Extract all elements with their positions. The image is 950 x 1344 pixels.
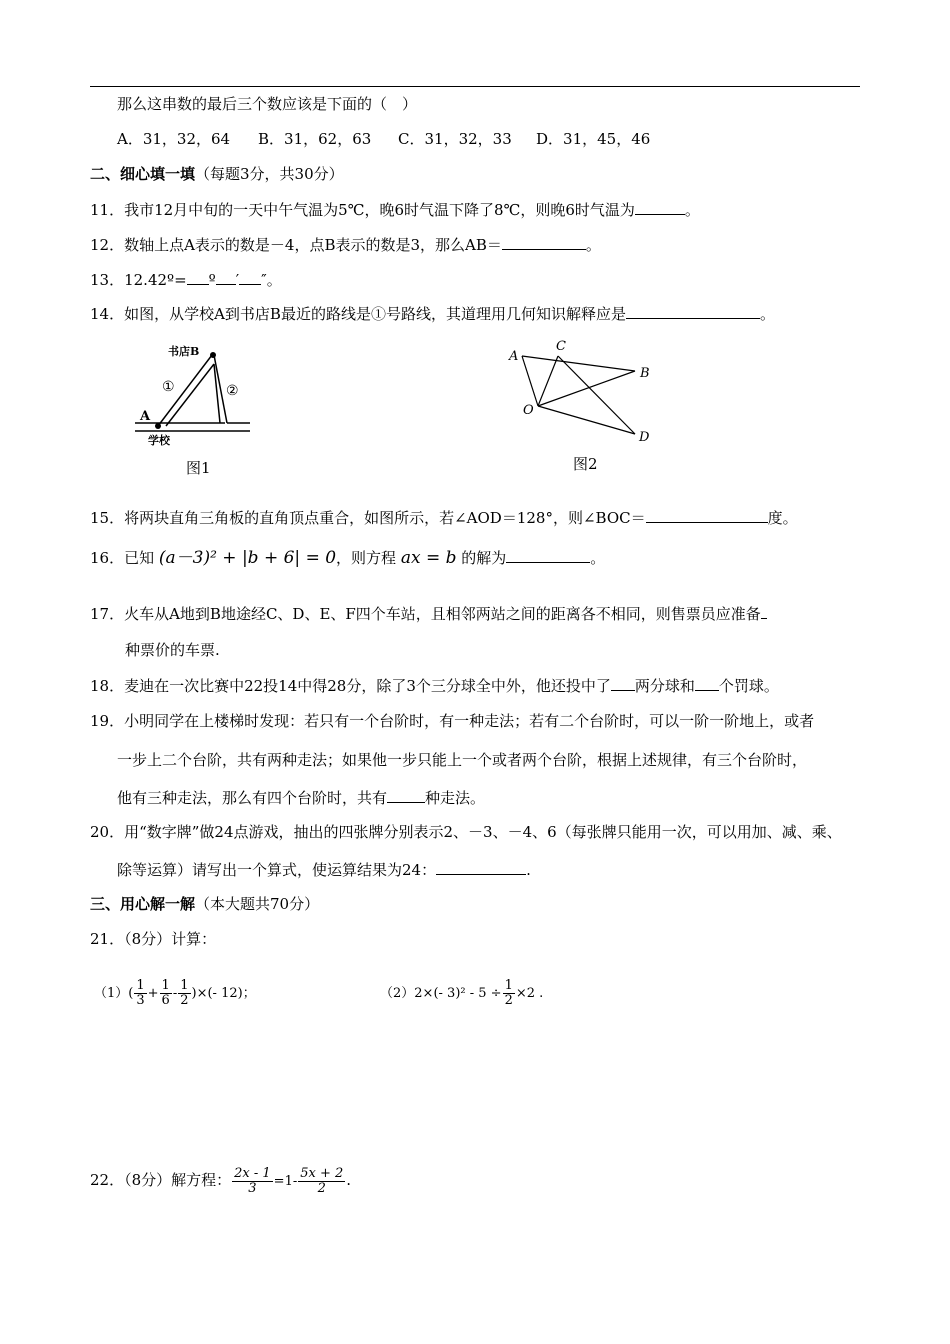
q14 [90,304,775,324]
q16 [90,548,605,568]
fig2-b-label: B [640,366,650,381]
q20-line2 [117,860,531,880]
q22-frac1: $\frac{2x - 1}{3}$ [234,1165,271,1196]
q22 [90,1158,351,1204]
fig1-point-b [210,352,216,358]
q22-frac2: $\frac{5x + 2}{2}$ [300,1165,344,1196]
section2-heading [90,164,344,184]
fig1-store-label: 书店B [168,345,200,358]
q13-min: ′ [235,271,240,289]
q12-blank[interactable] [502,235,586,250]
q20-blank[interactable] [436,860,526,875]
q14-blank[interactable] [626,304,760,319]
q15-end: 度。 [767,509,798,527]
q11-end: 。 [684,201,700,219]
q18-text: 18．麦迪在一次比赛中22投14中得28分，除了3个三分球全中外，他还投中了 [90,677,611,695]
q21-p1-rest: )×(- 12)； [191,986,256,1001]
q19-text: 他有三种走法，那么有四个台阶时，共有 [117,789,388,807]
q18-blank1[interactable] [611,676,635,691]
q16-end: 。 [590,549,606,567]
fig2-caption: 图2 [573,455,598,473]
fig2-d-label: D [639,430,650,445]
q20-line1: 20．用“数字牌”做24点游戏，抽出的四张牌分别表示2、－3、－4、6（每张牌只能用一次，可以用加、减、乘、 [90,823,842,841]
q21-p1-frac2: $\frac{1}{6}$ [161,978,170,1008]
q21-p1-op2: - [172,986,178,1001]
q19-line3 [117,788,485,808]
fig2-c-label: C [556,339,566,354]
fig1-route1-inner [166,364,214,426]
q18-mid: 两分球和 [634,677,695,695]
q21-p2-pre: 2×(- 3)² - 5 ÷ [414,986,502,1001]
figure-2 [500,336,670,448]
q13-deg-blank[interactable] [187,270,209,285]
q19-line2: 一步上二个台阶，共有两种走法；如果他一步只能上一个或者两个台阶，根据上述规律，有三个台阶时， [117,751,808,769]
q21-p2-frac: $\frac{1}{2}$ [504,978,513,1008]
q22-mid: =1- [273,1174,298,1189]
q14-end: 。 [759,305,775,323]
q19-blank[interactable] [387,788,425,803]
q17-blank[interactable] [761,604,767,619]
q13-sec: ″ [261,271,267,289]
header-rule [90,86,860,87]
q19-end: 种走法。 [425,789,486,807]
q10-option-b: B．31，62，63 [258,130,372,148]
fig2-segment-oa [522,356,538,406]
q22-text: 22．（8分）解方程： [90,1171,232,1189]
q19-line1: 19．小明同学在上楼梯时发现：若只有一个台阶时，有一种走法；若有二个台阶时，可以一阶一阶地上，或者 [90,712,815,730]
q15 [90,508,798,528]
q12 [90,235,601,255]
q21-p1-label: （1） [94,986,129,1001]
fig1-route2-label: ② [226,383,239,399]
q21-p2-post: ×2 . [515,986,544,1001]
q17-line1 [90,604,767,624]
q13-sec-blank[interactable] [239,270,261,285]
q11-blank[interactable] [635,200,685,215]
fig2-segment-ob [538,371,635,406]
q16-equation2: ax = b [400,548,457,568]
section3-heading [90,894,319,914]
section3-note: （本大题共70分） [195,895,320,913]
q13-min-blank[interactable] [216,270,236,285]
fig1-point-a [155,423,161,429]
q17-text: 17．火车从A地到B地途经C、D、E、F四个车站，且相邻两站之间的距离各不相同，则售票员应准备 [90,605,761,623]
q16-post: 的解为 [461,549,507,567]
q12-end: 。 [585,236,601,254]
q10-stem: 那么这串数的最后三个数应该是下面的（ ） [117,95,418,113]
q16-mid: ，则方程 [336,549,397,567]
fig1-a-label: A [140,409,151,424]
q17-line2: 种票价的车票. [125,641,220,659]
q21-p1-op1: + [147,986,159,1001]
q10-option-a: A．31，32，64 [117,130,231,148]
q10-option-c: C．31，32，33 [398,130,512,148]
q21-p1-frac3: $\frac{1}{2}$ [180,978,189,1008]
fig1-caption: 图1 [186,459,211,477]
section2-title: 二、细心填一填 [90,165,196,183]
q20-end: . [526,861,531,879]
q21-text: 21．（8分）计算： [90,930,217,948]
q15-text: 15．将两块直角三角板的直角顶点重合，如图所示，若∠AOD＝128°，则∠BOC＝ [90,509,646,527]
q21-p1-open: ( [128,986,134,1001]
q21-part1 [94,972,256,1016]
q21-part2 [380,972,543,1016]
q22-end: . [346,1171,352,1189]
q11-text: 11．我市12月中旬的一天中午气温为5℃，晚6时气温下降了8℃，则晚6时气温为 [90,201,635,219]
fig2-o-label: O [523,403,534,418]
q13-text: 13．12.42º= [90,271,187,289]
q11 [90,200,700,220]
fig2-a-label: A [509,349,519,364]
q16-pre: 16．已知 [90,549,155,567]
q10-option-d: D．31，45，46 [536,130,651,148]
q15-blank[interactable] [646,508,768,523]
q20-text: 除等运算）请写出一个算式，使运算结果为24： [117,861,437,879]
section3-title: 三、用心解一解 [90,895,196,913]
fig1-school-label: 学校 [148,434,170,447]
q18-blank2[interactable] [695,676,719,691]
q21-p2-label: （2） [380,986,415,1001]
q18 [90,676,779,696]
q13 [90,270,282,290]
fig2-segment-ab [522,356,635,371]
q21-p1-frac1: $\frac{1}{3}$ [136,978,145,1008]
q13-end: 。 [266,271,282,289]
section2-note: （每题3分，共30分） [195,165,344,183]
q16-equation: (a－3)² + |b + 6| = 0 [158,548,337,568]
q12-text: 12．数轴上点A表示的数是－4，点B表示的数是3，那么AB＝ [90,236,502,254]
q13-deg: º [208,271,216,289]
q18-end: 个罚球。 [718,677,779,695]
fig1-route1-label: ① [162,379,175,395]
q14-text: 14．如图，从学校A到书店B最近的路线是①号路线，其道理用几何知识解释应是 [90,305,626,323]
fig2-segment-oc [538,356,558,406]
q16-blank[interactable] [506,548,590,563]
figure-1 [130,338,260,450]
